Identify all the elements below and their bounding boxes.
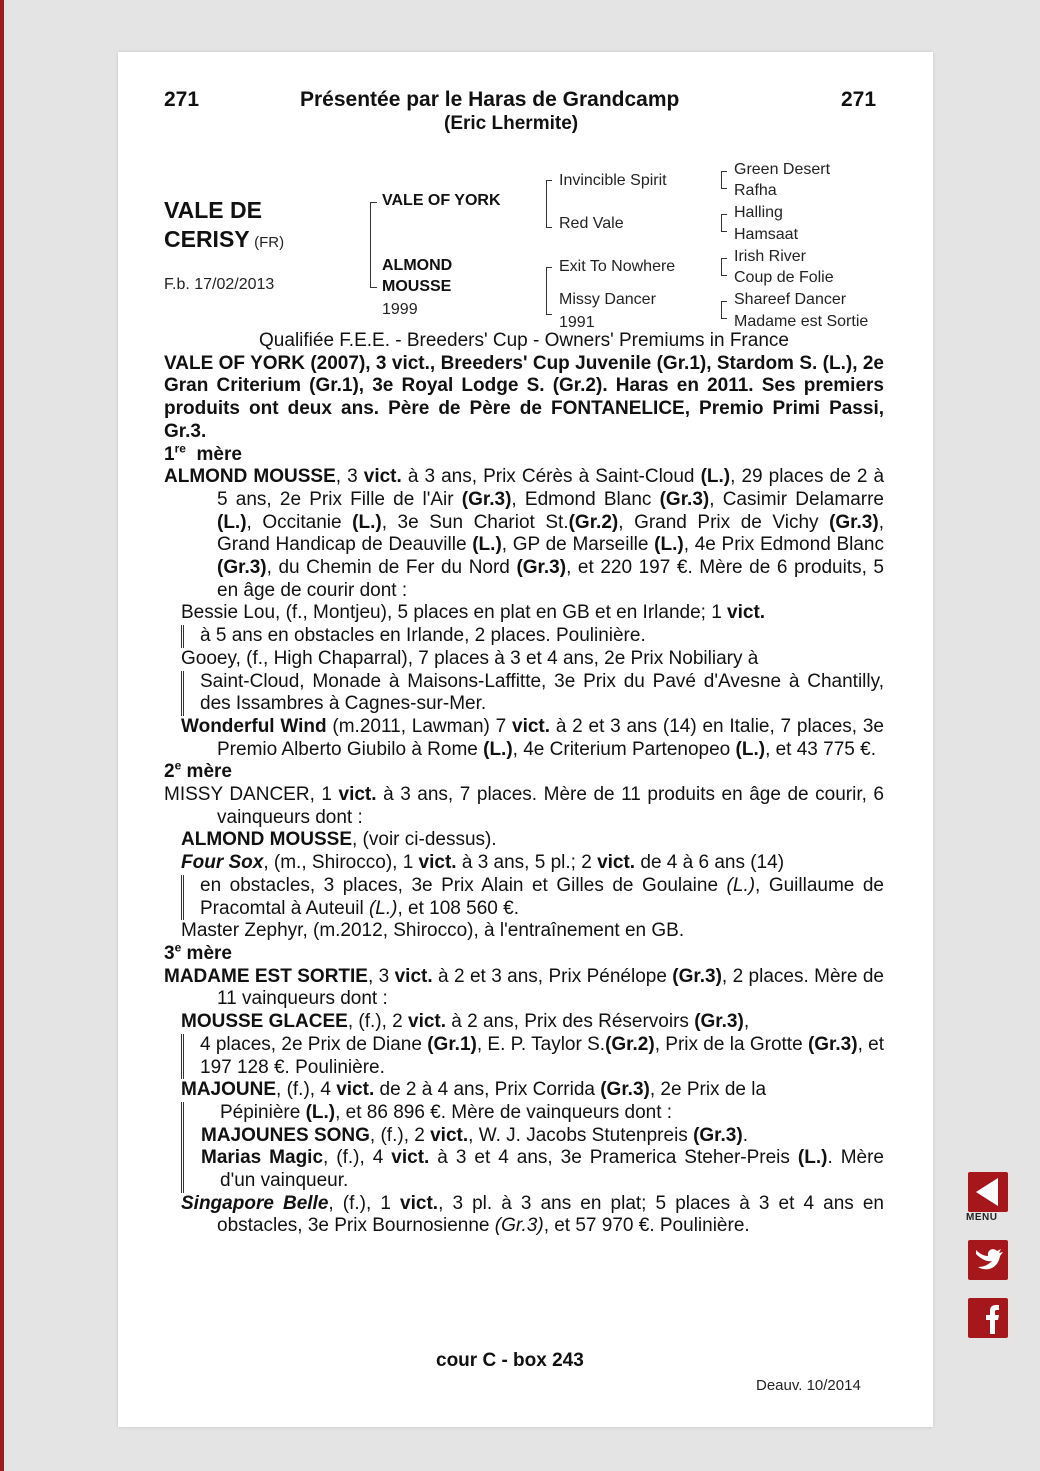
dam3-heading: 3e mère: [164, 940, 232, 964]
ggp-bracket: [721, 301, 727, 319]
horse-name-line1: VALE DE: [164, 197, 262, 223]
dam2-name: MISSY DANCER: [164, 784, 310, 806]
foal-majoune: MAJOUNE, (f.), 4 vict. de 2 à 4 ans, Prix Corrida (Gr.3), 2e Prix de la: [181, 1079, 767, 1101]
catalog-body: [164, 330, 884, 1238]
foal-bessie-lou-cont: à 5 ans en obstacles en Irlande, 2 places. Poulinière.: [181, 625, 884, 648]
foal-bessie-lou: Bessie Lou, (f., Montjeu), 5 places en plat en GB et en Irlande; 1 vict.: [181, 602, 766, 624]
lot-number-right: 271: [841, 88, 877, 111]
foal-master-zephyr: Master Zephyr, (m.2012, Shirocco), à l'entraînement en GB.: [181, 920, 685, 942]
pedigree-tick: [370, 202, 377, 203]
foal-mousse-glacee: MOUSSE GLACEE, (f.), 2 vict. à 2 ans, Prix des Réservoirs (Gr.3),: [181, 1011, 750, 1033]
gg-green-desert: Green Desert: [734, 161, 831, 178]
dam-dam: Missy Dancer: [559, 291, 656, 308]
gg-madame-est-sortie: Madame est Sortie: [734, 313, 869, 330]
twitter-button[interactable]: [968, 1240, 1008, 1280]
catalog-ref: Deauv. 10/2014: [756, 1377, 861, 1394]
foal-gooey-cont: Saint-Cloud, Monade à Maisons-Laffitte, 3e Prix du Pavé d'Avesne à Chantilly, des Issambres à Cagnes-sur-Mer.: [181, 671, 884, 716]
foal-gooey: Gooey, (f., High Chaparral), 7 places à 3 et 4 ans, 2e Prix Nobiliary à: [181, 647, 759, 669]
left-border: [0, 0, 4, 1471]
foal-wonderful-wind: Wonderful Wind (m.2011, Lawman) 7 vict. à 2 et 3 ans (14) en Italie, 7 places, 3e Premio Alberto Giubilo à Rome (L.), 4e Criterium Partenopeo (L.), et 43 775 €.: [181, 715, 884, 760]
foal-singapore-belle: Singapore Belle, (f.), 1 vict., 3 pl. à 3 ans en plat; 5 places à 3 et 4 ans en obstacles, 3e Prix Bournosienne (Gr.3), et 57 970 €. Poulinière.: [181, 1192, 884, 1237]
dam-name-line1: ALMOND: [382, 257, 453, 274]
dam-sire: Exit To Nowhere: [559, 258, 676, 275]
back-arrow-icon: [968, 1172, 1008, 1212]
facebook-button[interactable]: [968, 1298, 1008, 1338]
dam-dam-year: 1991: [559, 314, 595, 331]
horse-country: (FR): [254, 234, 285, 251]
gg-halling: Halling: [734, 204, 783, 221]
horse-name-line2: CERISY: [164, 226, 250, 252]
page-title: Présentée par le Haras de Grandcamp: [300, 88, 680, 111]
dam-side-bracket: [546, 267, 552, 315]
facebook-icon: [968, 1298, 1008, 1338]
gg-rafha: Rafha: [734, 182, 777, 199]
horse-info: F.b. 17/02/2013: [164, 276, 275, 293]
dam2-paragraph: MISSY DANCER, 1 vict. à 3 ans, 7 places. Mère de 11 produits en âge de courir, 6 vainqueurs dont :: [164, 784, 884, 828]
foal-marias-magic: Marias Magic, (f.), 4 vict. à 3 et 4 ans, 3e Pramerica Steher-Preis (L.). Mère d'un vainqueur.: [201, 1147, 884, 1192]
consignor-name: (Eric Lhermite): [444, 113, 579, 134]
pedigree-bracket: [370, 202, 371, 287]
twitter-icon: [968, 1240, 1008, 1280]
foal-majoune-cont: Pépinière (L.), et 86 896 €. Mère de vainqueurs dont : MAJOUNES SONG, (f.), 2 vict., W. J. Jacobs Stutenpreis (Gr.3). Marias Magic, (f.), 4 vict. à 3 et 4 ans, 3e Pramerica Steher-Preis (L.). Mère d'un vainqueur.: [181, 1102, 884, 1193]
sire-name: VALE OF YORK: [382, 192, 501, 209]
foal-four-sox: Four Sox, (m., Shirocco), 1 vict. à 3 ans, 5 pl.; 2 vict. de 4 à 6 ans (14): [181, 852, 785, 874]
gg-coup-de-folie: Coup de Folie: [734, 269, 834, 286]
dam-name-line2: MOUSSE: [382, 278, 452, 295]
qualification-line: Qualifiée F.E.E. - Breeders' Cup - Owners' Premiums in France: [259, 330, 789, 351]
dam1-name: ALMOND MOUSSE: [164, 466, 336, 488]
gg-hamsaat: Hamsaat: [734, 226, 799, 243]
lot-number-left: 271: [164, 88, 200, 111]
foal-mousse-glacee-cont: 4 places, 2e Prix de Diane (Gr.1), E. P. Taylor S.(Gr.2), Prix de la Grotte (Gr.3), et 197 128 €. Poulinière.: [181, 1034, 884, 1079]
foal-four-sox-cont: en obstacles, 3 places, 3e Prix Alain et Gilles de Goulaine (L.), Guillaume de Pracomtal à Auteuil (L.), et 108 560 €.: [181, 875, 884, 920]
ggp-bracket: [721, 171, 727, 189]
dam2-heading: 2e mère: [164, 759, 232, 783]
dam1-heading: 1re mère: [164, 441, 242, 465]
menu-button[interactable]: [968, 1172, 1008, 1212]
foal-almond-mousse: ALMOND MOUSSE, (voir ci-dessus).: [181, 829, 497, 851]
location-label: cour C - box 243: [436, 1350, 584, 1371]
sire-paragraph: VALE OF YORK (2007), 3 vict., Breeders' Cup Juvenile (Gr.1), Stardom S. (L.), 2e Gran Criterium (Gr.1), 3e Royal Lodge S. (Gr.2). Haras en 2011. Ses premiers produits ont deux ans. Père de Père de FONTANELICE, Premio Primi Passi, Gr.3.: [164, 352, 884, 442]
menu-label: MENU: [966, 1212, 998, 1223]
ggp-bracket: [721, 258, 727, 276]
sire-dam: Red Vale: [559, 215, 624, 232]
foal-majounes-song: MAJOUNES SONG, (f.), 2 vict., W. J. Jacobs Stutenpreis (Gr.3).: [201, 1124, 748, 1146]
gg-shareef-dancer: Shareef Dancer: [734, 291, 847, 308]
dam1-paragraph: ALMOND MOUSSE, 3 vict. à 3 ans, Prix Cérès à Saint-Cloud (L.), 29 places de 2 à 5 ans, 2e Prix Fille de l'Air (Gr.3), Edmond Blanc (Gr.3), Casimir Delamarre (L.), Occitanie (L.), 3e Sun Chariot St.(Gr.2), Grand Prix de Vichy (Gr.3), Grand Handicap de Deauville (L.), GP de Marseille (L.), 4e Prix Edmond Blanc (Gr.3), du Chemin de Fer du Nord (Gr.3), et 220 197 €. Mère de 6 produits, 5 en âge de courir dont :: [164, 466, 885, 601]
sire-side-bracket: [546, 180, 552, 228]
horse-name-line2-wrap: [164, 226, 284, 253]
sire-sire: Invincible Spirit: [559, 172, 667, 189]
dam3-name: MADAME EST SORTIE: [164, 965, 368, 987]
catalog-page: [118, 52, 933, 1427]
dam-year: 1999: [382, 301, 418, 318]
dam3-paragraph: MADAME EST SORTIE, 3 vict. à 2 et 3 ans, Prix Pénélope (Gr.3), 2 places. Mère de 11 vainqueurs dont :: [164, 965, 884, 1010]
pedigree-tick: [370, 287, 377, 288]
ggp-bracket: [721, 214, 727, 232]
gg-irish-river: Irish River: [734, 248, 807, 265]
